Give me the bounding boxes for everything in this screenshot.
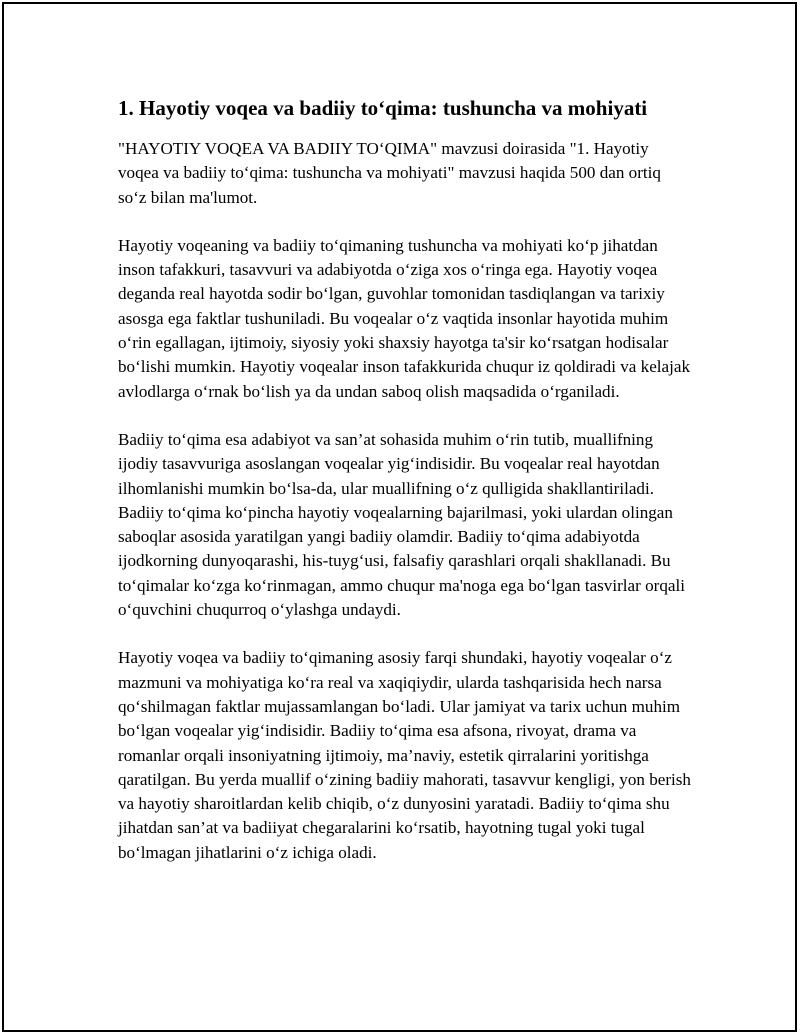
- paragraph-badiiy-toqima: Badiiy to‘qima esa adabiyot va san’at sohasida muhim o‘rin tutib, muallifning ijodiy tasavvuriga asoslangan voqealar yig‘indisidir. Bu voqealar real hayotdan ilhomlanishi mumkin bo‘lsa-da, ular muallifning o‘z qulligida shakllantiriladi. Badiiy to‘qima ko‘pincha hayotiy voqealarning bajarilmasi, yoki ulardan olingan saboqlar asosida yaratilgan yangi badiiy olamdir. Badiiy to‘qima adabiyotda ijodkorning dunyoqarashi, his-tuyg‘usi, falsafiy qarashlari orqali shakllanadi. Bu to‘qimalar ko‘zga ko‘rinmagan, ammo chuqur ma'noga ega bo‘lgan tasvirlar orqali o‘quvchini chuqurroq o‘ylashga undaydi.: [118, 429, 685, 620]
- paragraph-farq: Hayotiy voqea va badiiy to‘qimaning asosiy farqi shundaki, hayotiy voqealar o‘z mazmuni va mohiyatiga ko‘ra real va xaqiqiydir, ularda tashqarisida hech narsa qo‘shilmagan faktlar mujassamlangan bo‘ladi. Ular jamiyat va tarix uchun muhim bo‘lgan voqealar yig‘indisidir. Badiiy to‘qima esa afsona, rivoyat, drama va romanlar orqali insoniyatning ijtimoiy, ma’naviy, estetik qirralarini yoritishga qaratilgan. Bu yerda muallif o‘zining badiiy mahorati, tasavvur kengligi, yon berish va hayotiy sharoitlardan kelib chiqib, o‘z dunyosini yaratadi. Badiiy to‘qima shu jihatdan san’at va badiiyat chegaralarini ko‘rsatib, hayotning tugal yoki tugal bo‘lmagan jihatlarini o‘z ichiga oladi.: [118, 648, 691, 862]
- paragraph-hayotiy-voqea: Hayotiy voqeaning va badiiy to‘qimaning tushuncha va mohiyati ko‘p jihatdan inson tafakkuri, tasavvuri va adabiyotda o‘ziga xos o‘ringa ega. Hayotiy voqea deganda real hayotda sodir bo‘lgan, guvohlar tomonidan tasdiqlangan va tarixiy asosga ega faktlar tushuniladi. Bu voqealar o‘z vaqtida insonlar hayotida muhim o‘rin egallagan, ijtimoiy, siyosiy yoki shaxsiy hayotga ta'sir ko‘rsatgan hodisalar bo‘lishi mumkin. Hayotiy voqealar inson tafakkurida chuqur iz qoldiradi va kelajak avlodlarga o‘rnak bo‘lish ya da undan saboq olish maqsadida o‘rganiladi.: [118, 235, 691, 401]
- section-heading: 1. Hayotiy voqea va badiiy to‘qima: tushuncha va mohiyati: [118, 96, 648, 120]
- document-body: [118, 95, 693, 889]
- paragraph-intro: "HAYOTIY VOQEA VA BADIIY TO‘QIMA" mavzusi doirasida "1. Hayotiy voqea va badiiy to‘qima: tushuncha va mohiyati" mavzusi haqida 500 dan ortiq so‘z bilan ma'lumot.: [118, 139, 661, 207]
